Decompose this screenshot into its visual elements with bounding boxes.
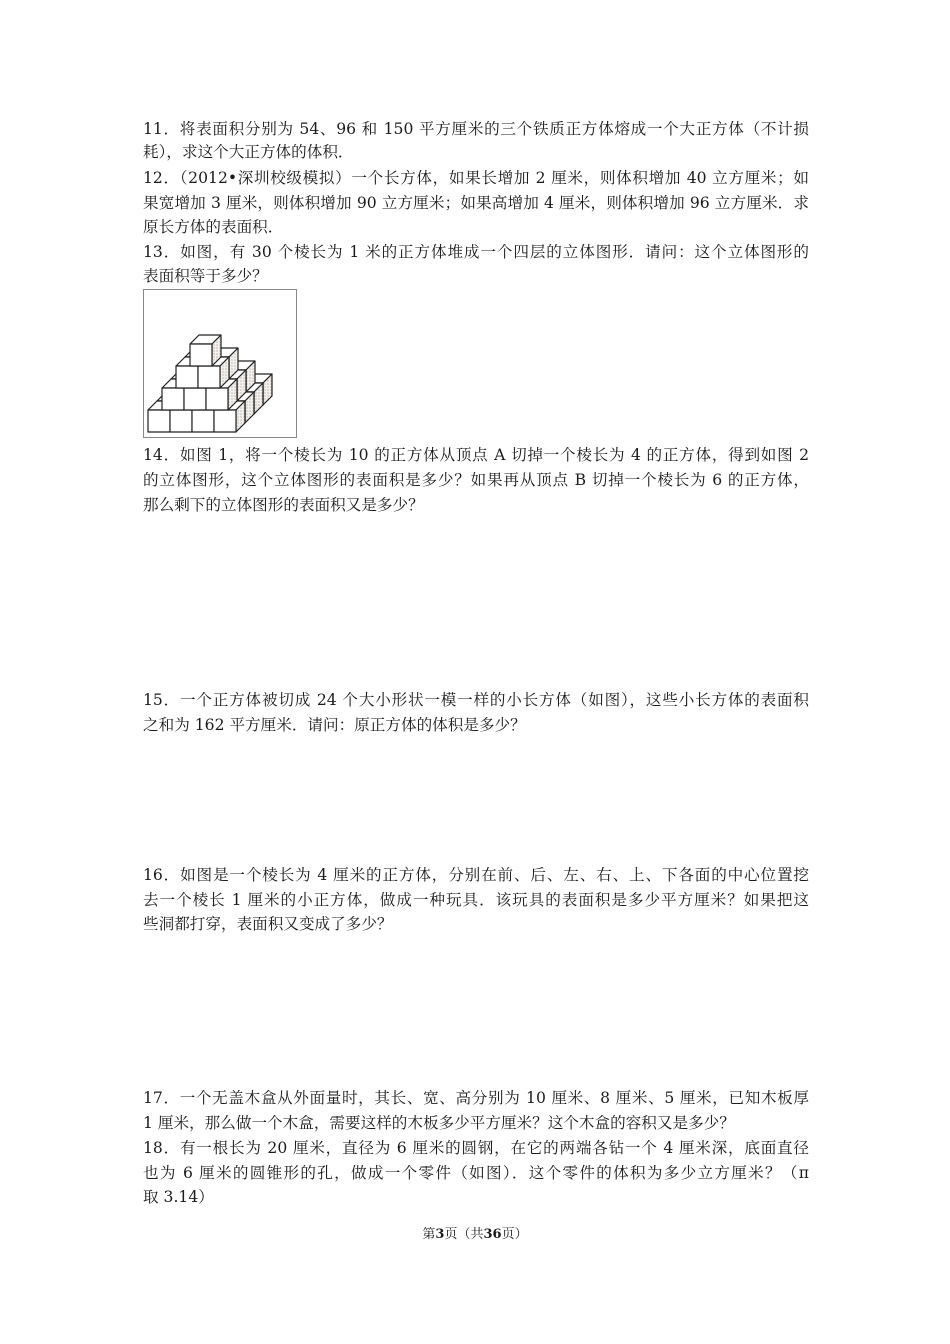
footer-page-number: 3 xyxy=(435,1227,445,1242)
page-footer xyxy=(0,1226,950,1244)
q13-line-2: 表面积等于多少？ xyxy=(143,267,268,285)
footer-total-pages: 36 xyxy=(483,1227,502,1242)
q18-line-1: 18．有一根长为 20 厘米，直径为 6 厘米的圆钢，在它的两端各钻一个 4 厘米深，底面直径 xyxy=(143,1139,809,1157)
q12-line-2: 果宽增加 3 厘米，则体积增加 90 立方厘米；如果高增加 4 厘米，则体积增加 96 立方厘米．求 xyxy=(143,194,809,212)
q15-line-1: 15．一个正方体被切成 24 个大小形状一模一样的小长方体（如图），这些小长方体的表面积 xyxy=(143,691,809,709)
q13-line-1: 13．如图，有 30 个棱长为 1 米的正方体堆成一个四层的立体图形．请问：这个立体图形的 xyxy=(143,243,809,261)
footer-prefix: 第 xyxy=(422,1227,436,1242)
q11-line-2: 耗），求这个大正方体的体积． xyxy=(143,143,354,161)
q12-line-1: 12．（2012•深圳校级模拟）一个长方体，如果长增加 2 厘米，则体积增加 40 立方厘米；如 xyxy=(143,169,809,187)
q17-line-2: 1 厘米，那么做一个木盒，需要这样的木板多少平方厘米？这个木盒的容积又是多少？ xyxy=(143,1114,735,1132)
q14-line-3: 那么剩下的立体图形的表面积又是多少？ xyxy=(143,496,424,514)
footer-mid: 页（共 xyxy=(444,1227,484,1242)
q12-line-3: 原长方体的表面积． xyxy=(143,218,284,236)
cube xyxy=(190,335,221,366)
q15-line-2: 之和为 162 平方厘米．请问：原正方体的体积是多少？ xyxy=(143,716,526,734)
q18-line-3: 取 3.14） xyxy=(143,1188,214,1206)
q14-line-2: 的立体图形，这个立体图形的表面积是多少？如果再从顶点 B 切掉一个棱长为 6 的正方体， xyxy=(143,471,809,489)
q11-line-1: 11．将表面积分别为 54、96 和 150 平方厘米的三个铁质正方体熔成一个大正方体（不计损 xyxy=(143,120,809,138)
footer-suffix: 页） xyxy=(501,1227,528,1242)
q14-line-1: 14．如图 1，将一个棱长为 10 的正方体从顶点 A 切掉一个棱长为 4 的正方体，得到如图 2 xyxy=(143,446,809,464)
cube-stack-drawing xyxy=(144,290,296,437)
q18-line-2: 也为 6 厘米的圆锥形的孔，做成一个零件（如图）．这个零件的体积为多少立方厘米？（π xyxy=(143,1164,809,1182)
q17-line-1: 17．一个无盖木盒从外面量时，其长、宽、高分别为 10 厘米、8 厘米、5 厘米，已知木板厚 xyxy=(143,1089,809,1107)
q16-line-3: 些洞都打穿，表面积又变成了多少？ xyxy=(143,915,393,933)
q16-line-1: 16．如图是一个棱长为 4 厘米的正方体，分别在前、后、左、右、上、下各面的中心位置挖 xyxy=(143,866,809,884)
q16-line-2: 去一个棱长 1 厘米的小正方体，做成一种玩具．该玩具的表面积是多少平方厘米？如果把这 xyxy=(143,891,809,909)
cube-stack-figure xyxy=(143,289,297,438)
